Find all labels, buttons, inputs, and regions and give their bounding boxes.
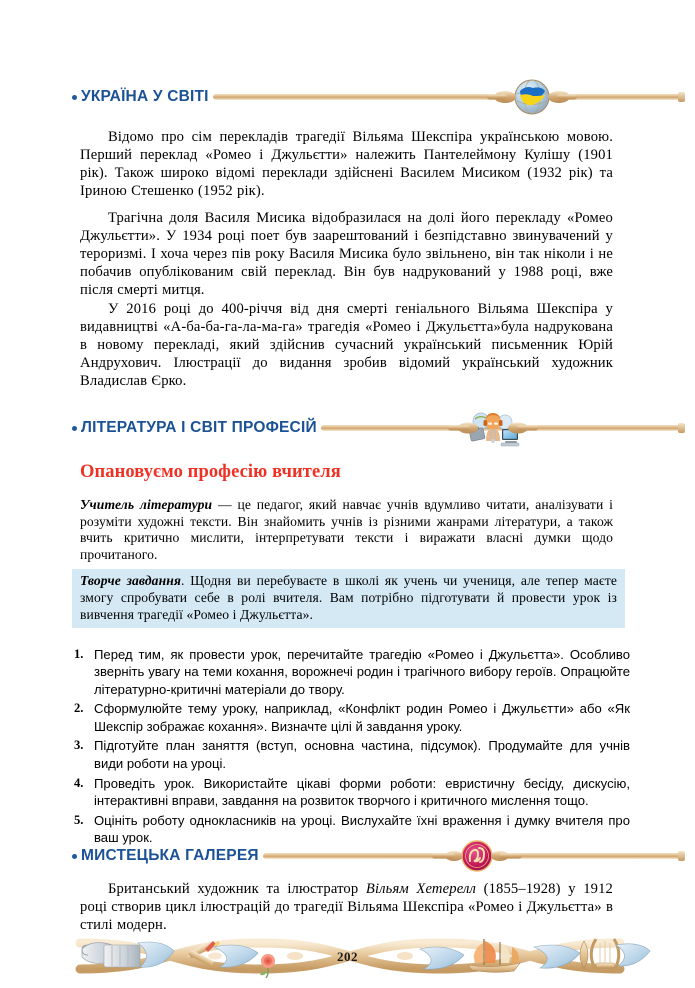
gallery-lead-text: Британський художник та ілюстратор (108, 881, 366, 897)
subheading-mastering-teaching-profession: Опановуємо професію вчителя (80, 462, 341, 482)
list-item-text: Проведіть урок. Використайте цікаві форми роботи: евристичну бесіду, дискусію, інтерактивні вправи, завдання на розвиток творчого і критичного мислення тощо. (94, 775, 630, 808)
paragraph-teacher-definition (80, 497, 613, 563)
page-number: 202 (337, 949, 358, 964)
rule-end-cap-icon (678, 92, 685, 102)
section-title-literature-professions: ЛІТЕРАТУРА І СВІТ ПРОФЕСІЙ (81, 419, 317, 436)
rule-end-cap-icon (678, 423, 685, 433)
rule-bar (321, 425, 685, 431)
list-item-text: Оцініть роботу однокласників на уроці. Вислухайте їхні враження і думку вчителя про ваш урок. (94, 812, 630, 845)
list-item (74, 646, 630, 698)
task-body: . Щодня ви перебуваєте в школі як учень чи учениця, але тепер маєте змогу спробувати себе в ролі вчителя. Вам потрібно підготувати й провести урок із вивчення трагедії «Ромео і Джульєтта». (80, 573, 617, 622)
list-item-text: Сформулюйте тему уроку, наприклад, «Конфлікт родин Ромео і Джульєтти» або «Як Шекспір зображає кохання». Визначте цілі й завдання уроку. (94, 701, 630, 734)
paragraph-mysyk-fate: Трагічна доля Василя Мисика відобразилася на долі його перекладу «Ромео Джульєтти». У 1934 році поет був заарештований і безпідставно звинувачений у тероризмі. І хоча через пів року Василя Мисика було звільнено, він так ніколи і не побачив опублікованим свій переклад. Він був надрукований у 1988 році, вже після смерті митця. (80, 210, 613, 299)
definition-body: — це педагог, який навчає учнів вдумливо читати, аналізувати і розуміти художні тексти. Він знайомить учнів із різними жанрами літератури, а також вчить критично мислити, інтерпретувати тексти і виражати власні думки щодо прочитаного. (80, 497, 613, 562)
page-footer-ornament (0, 925, 695, 983)
section-title-art-gallery: МИСТЕЦЬКА ГАЛЕРЕЯ (81, 847, 259, 864)
list-item-marker: 4. (74, 775, 84, 790)
paragraph-2016-edition: У 2016 році до 400-річчя від дня смерті геніального Вільяма Шекспіра у видавництві «А-ба-ба-га-ла-ма-га» трагедія «Ромео і Джульєтта»була надрукована в новому перекладі, який здійснив сучасний український письменник Юрій Андрухович. Ілюстрації до видання зробив відомий український художник Владислав Єрко. (80, 301, 613, 390)
bullet-dot-icon (72, 426, 77, 431)
list-item-text: Підготуйте план заняття (вступ, основна частина, підсумок). Продумайте для учнів види роботи на уроці. (94, 738, 630, 771)
rule-end-cap-icon (678, 851, 685, 861)
list-item-marker: 2. (74, 701, 84, 716)
bullet-dot-icon (72, 95, 77, 100)
list-item (74, 737, 630, 772)
section-title-ukraine-in-world: УКРАЇНА У СВІТІ (81, 88, 209, 105)
section-header-art-gallery (72, 841, 685, 871)
definition-term: Учитель літератури (80, 497, 213, 512)
task-term: Творче завдання (80, 573, 181, 588)
section-header-ukraine-in-world (72, 82, 685, 112)
header-rule (263, 844, 685, 868)
header-rule (321, 416, 685, 440)
list-item-marker: 3. (74, 738, 84, 753)
list-item-marker: 1. (74, 647, 84, 661)
list-item (74, 775, 630, 810)
creative-task-box (72, 569, 625, 628)
header-rule (213, 85, 685, 109)
list-item-text: Перед тим, як провести урок, перечитайте трагедію «Ромео і Джульєтта». Особливо зверніть увагу на теми кохання, ворожнечі родин і трагічного вибору героїв. Опрацюйте літературно-критичні матеріали до твору. (94, 647, 630, 697)
rule-bar (263, 853, 685, 859)
section-header-literature-professions (72, 413, 685, 443)
list-item-marker: 5. (74, 812, 84, 827)
artist-name: Вільям Хетерелл (365, 881, 476, 897)
task-steps-list (74, 646, 630, 849)
rule-bar (213, 94, 685, 100)
paragraph-translations: Відомо про сім перекладів трагедії Вільяма Шекспіра українською мовою. Перший переклад «Ромео і Джульєтти» належить Пантелеймону Кулішу (1901 рік). Також широко відомі переклади здійснені Василем Мисиком (1932 рік) та Іриною Стешенко (1952 рік). (80, 129, 613, 200)
list-item (74, 700, 630, 735)
bullet-dot-icon (72, 854, 77, 859)
gallery-rest-text: (1855–1928) у 1912 році створив цикл ілюстрацій до трагедії Вільяма Шекспіра «Ромео і Джульєтта» в стилі модерн. (80, 881, 614, 934)
